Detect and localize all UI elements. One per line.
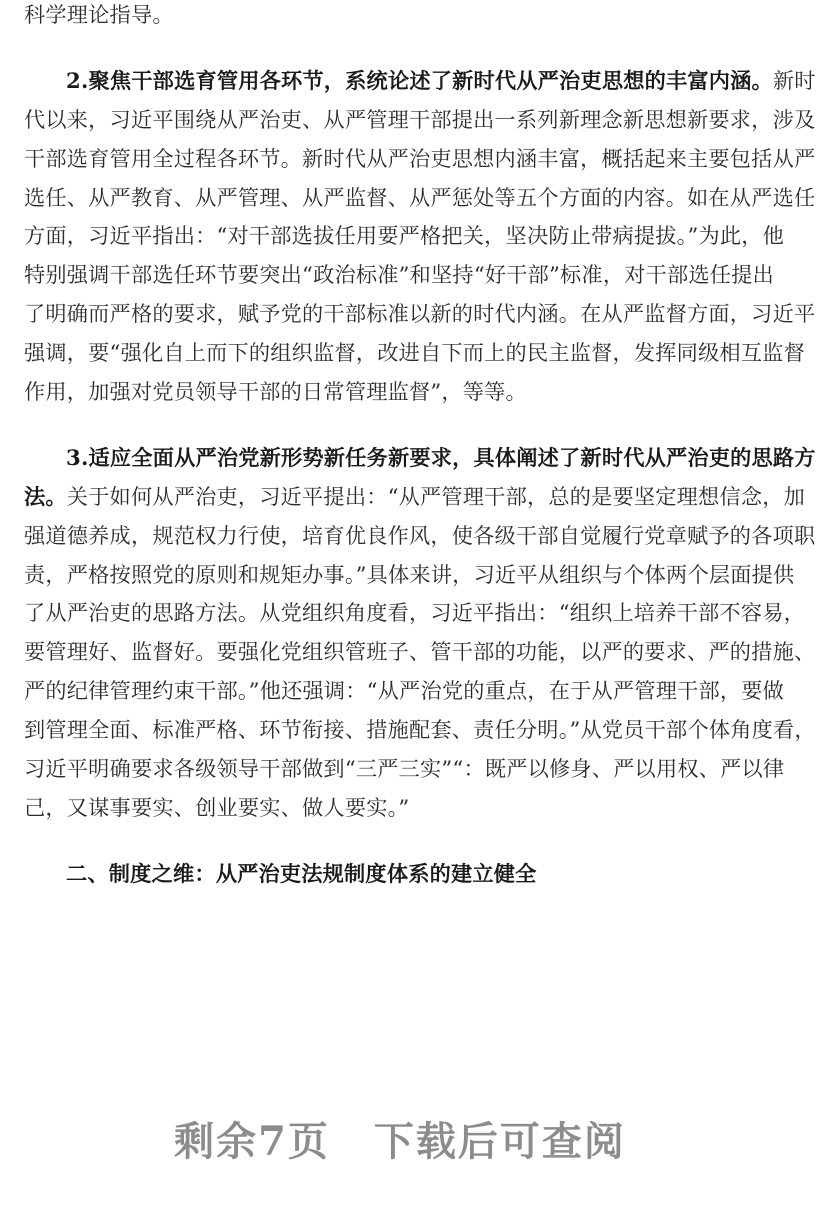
paragraph-3-line: 严的纪律管理约束干部。”他还强调：“从严治党的重点，在于从严管理干部，要做 [24,678,785,704]
paragraph-2-lead: 2.聚焦干部选育管用各环节，系统论述了新时代从严治吏思想的丰富内涵。 [66,67,773,93]
paragraph-2-line-1-rest: 新时 [772,67,816,93]
paragraph-2-line: 特别强调干部选任环节要突出“政治标准”和坚持“好干部”标准，对干部选任提出 [24,262,774,288]
paragraph-2-line: 方面，习近平指出：“对干部选拔任用要严格把关，坚决防止带病提拔。”为此，他 [24,223,785,249]
paragraph-2-line: 强调，要“强化自上而下的组织监督，改进自下而上的民主监督，发挥同级相互监督 [24,340,805,366]
paragraph-2-line: 代以来，习近平围绕从严治吏、从严管理干部提出一系列新理念新思想新要求，涉及 [24,106,816,132]
remaining-pages-label: 剩余7页 [174,1118,330,1165]
paragraph-3-line: 责，严格按照党的原则和规矩办事。”具体来讲，习近平从组织与个体两个层面提供 [24,561,795,587]
paragraph-3-line-2-rest: 关于如何从严治吏，习近平提出：“从严管理干部，总的是要坚定理想信念，加 [66,483,805,509]
paragraph-3-lead-end: 法。 [24,483,67,509]
paragraph-3-line: 到管理全面、标准严格、环节衔接、措施配套、责任分明。”从党员干部个体角度看， [24,717,816,743]
paragraph-3-line: 要管理好、监督好。要强化党组织管班子、管干部的功能，以严的要求、严的措施、 [24,639,816,665]
paragraph-3-line-2 [24,478,805,517]
document-body [24,0,816,894]
paragraph-3-line: 强道德养成，规范权力行使，培育优良作风，使各级干部自觉履行党章赋予的各项职 [24,522,816,548]
paragraph-2-line-1 [24,62,816,101]
section-heading: 二、制度之维：从严治吏法规制度体系的建立健全 [66,860,537,886]
download-hint-label: 下载后可查阅 [373,1118,626,1165]
paragraph-3 [24,439,816,828]
paragraph-2-line: 作用，加强对党员领导干部的日常管理监督”，等等。 [24,379,527,405]
paragraph-2-line: 干部选育管用全过程各环节。新时代从严治吏思想内涵丰富，概括起来主要包括从严 [24,145,816,171]
paragraph-2 [24,62,816,412]
paragraph-2-line: 了明确而严格的要求，赋予党的干部标准以新的时代内涵。在从严监督方面，习近平 [24,301,816,327]
intro-line: 科学理论指导。 [24,2,174,27]
paragraph-3-line: 习近平明确要求各级领导干部做到“三严三实”“：既严以修身、严以用权、严以律 [24,756,785,782]
paragraph-3-line-1: 3.适应全面从严治党新形势新任务新要求，具体阐述了新时代从严治吏的思路方 [66,444,816,470]
download-prompt-banner[interactable] [0,1110,800,1167]
paragraph-3-line: 己，又谋事要实、创业要实、做人要实。” [24,794,410,820]
paragraph-2-line: 选任、从严教育、从严管理、从严监督、从严惩处等五个方面的内容。如在从严选任 [24,184,816,210]
paragraph-3-line: 了从严治吏的思路方法。从党组织角度看，习近平指出：“组织上培养干部不容易， [24,600,805,626]
